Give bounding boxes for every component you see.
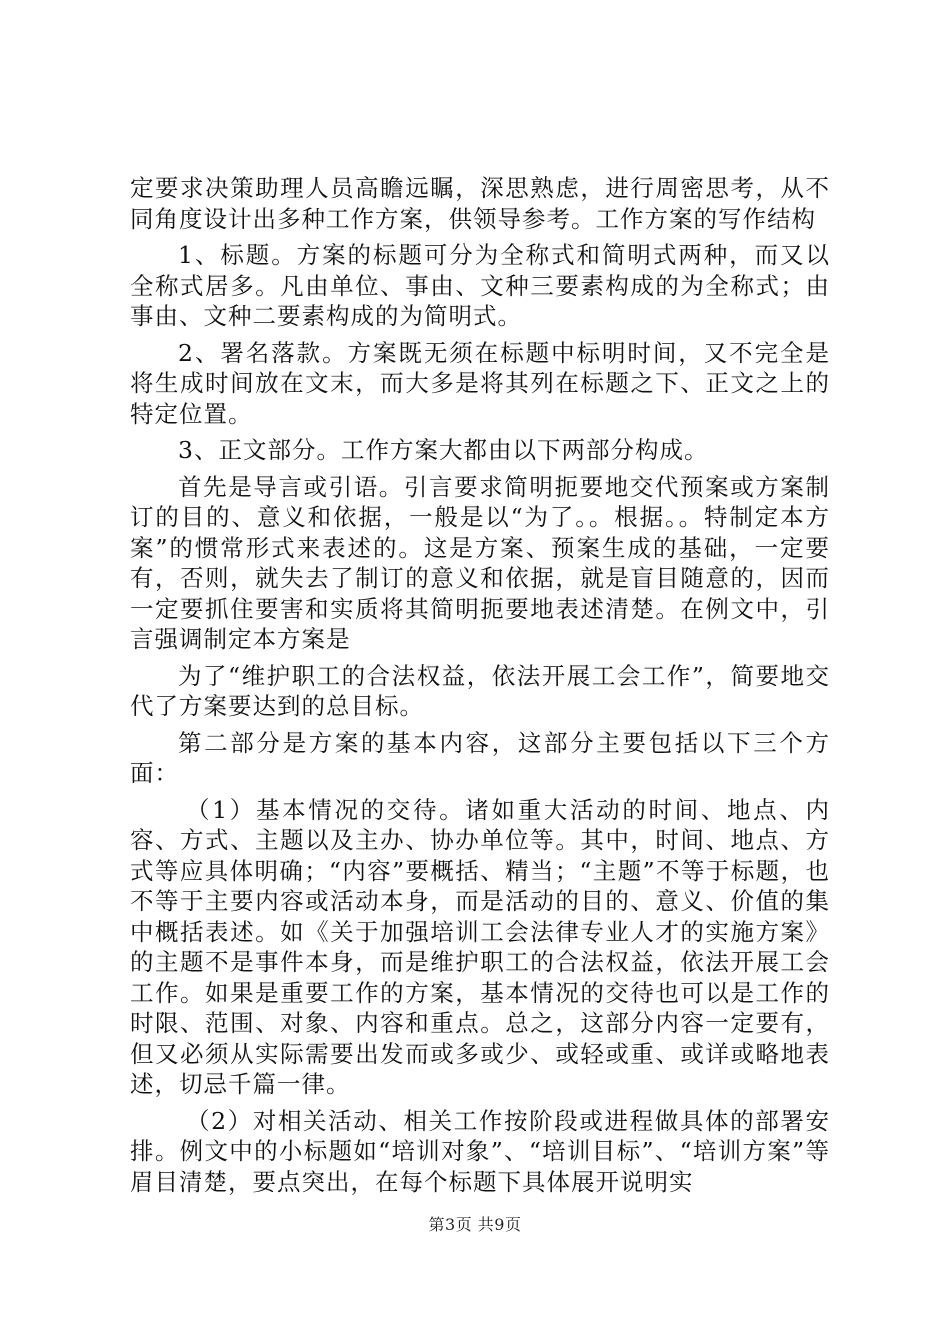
paragraph-part-two: 第二部分是方案的基本内容，这部分主要包括以下三个方面：	[130, 728, 830, 787]
page-number-footer: 第3页 共9页	[428, 1215, 522, 1234]
paragraph-signature-section: 2、署名落款。方案既无须在标题中标明时间，又不完全是将生成时间放在文末，而大多是将其列在标题之下、正文之上的特定位置。	[130, 338, 830, 428]
paragraph-body-section: 3、正文部分。工作方案大都由以下两部分构成。	[178, 436, 709, 464]
paragraph-intro-continuation: 定要求决策助理人员高瞻远瞩，深思熟虑，进行周密思考，从不同角度设计出多种工作方案，供领导参考。工作方案的写作结构	[130, 174, 830, 233]
document-body	[130, 173, 830, 1203]
paragraph-item-1: （1）基本情况的交待。诸如重大活动的时间、地点、内容、方式、主题以及主办、协办单位等。其中，时间、地点、方式等应具体明确；“内容”要概括、精当；“主题”不等于标题，也不等于主要内容或活动本身，而是活动的目的、意义、价值的集中概括表述。如《关于加强培训工会法律专业人才的实施方案》的主题不是事件本身，而是维护职工的合法权益，依法开展工会工作。如果是重要工作的方案，基本情况的交待也可以是工作的时限、范围、对象、内容和重点。总之，这部分内容一定要有，但又必须从实际需要出发而或多或少、或轻或重、或详或略地表述，切忌千篇一律。	[130, 795, 830, 1098]
paragraph-preface: 首先是导言或引语。引言要求简明扼要地交代预案或方案制订的目的、意义和依据，一般是以“为了。。根据。。特制定本方案”的惯常形式来表述的。这是方案、预案生成的基础，一定要有，否则，就失去了制订的意义和依据，就是盲目随意的，因而一定要抓住要害和实质将其简明扼要地表述清楚。在例文中，引言强调制定本方案是	[130, 472, 830, 653]
paragraph-goal: 为了“维护职工的合法权益，依法开展工会工作”，简要地交代了方案要达到的总目标。	[130, 661, 830, 720]
paragraph-item-2: （2）对相关活动、相关工作按阶段或进程做具体的部署安排。例文中的小标题如“培训对象”、“培训目标”、“培训方案”等眉目清楚，要点突出，在每个标题下具体展开说明实	[130, 1106, 830, 1196]
paragraph-title-section: 1、标题。方案的标题可分为全称式和简明式两种，而又以全称式居多。凡由单位、事由、文种三要素构成的为全称式；由事由、文种二要素构成的为简明式。	[130, 241, 830, 330]
